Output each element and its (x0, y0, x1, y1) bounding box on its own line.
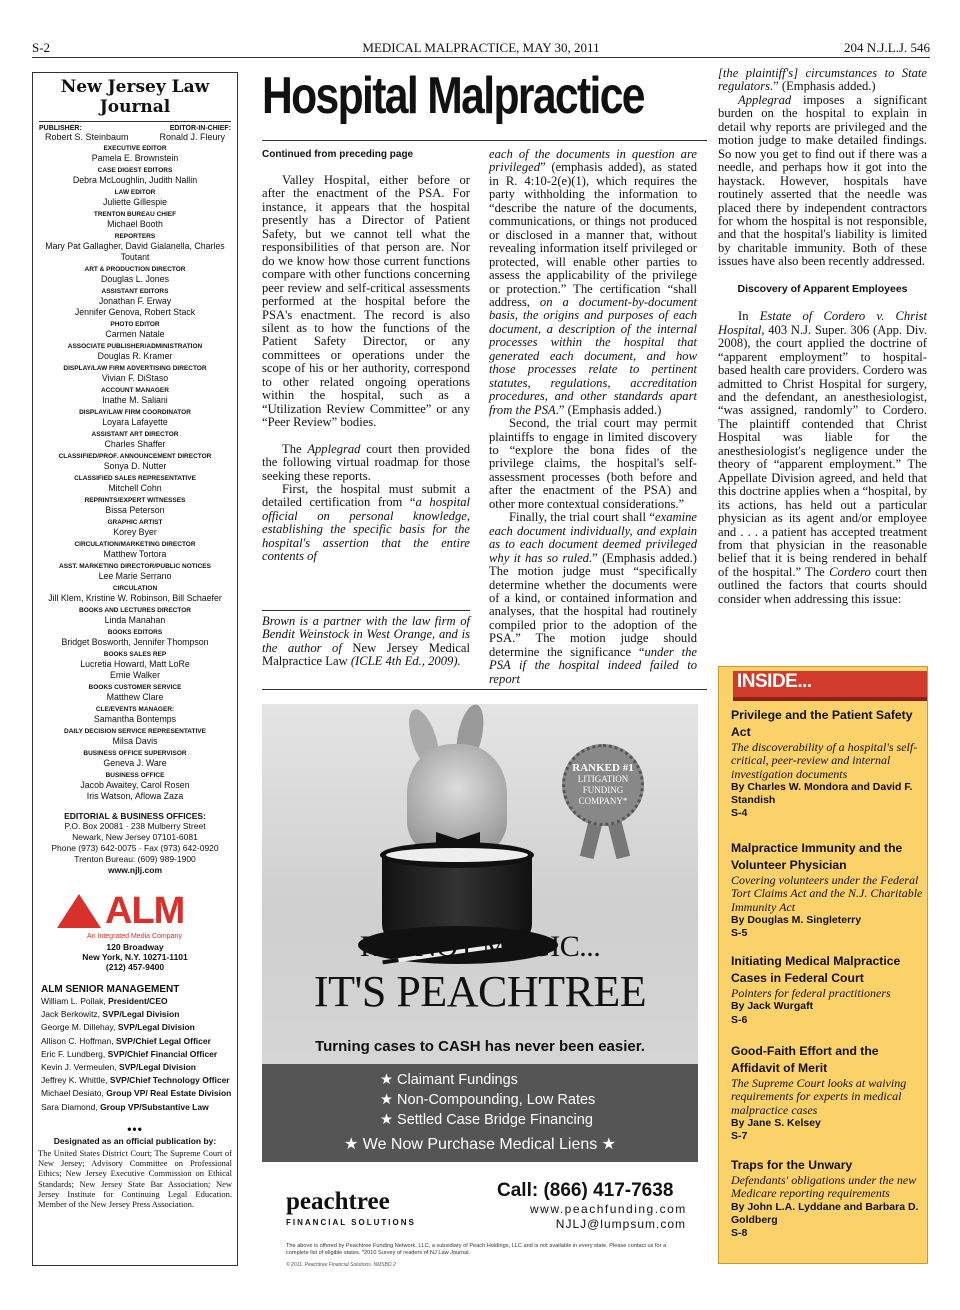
item-title: Good-Faith Effort and the Affidavit of Merit (731, 1044, 879, 1075)
senior-manager: Eric F. Lundberg, SVP/Chief Financial Officer (41, 1048, 218, 1059)
staff-role: CIRCULATION (112, 585, 158, 592)
staff-role: CIRCULATION/MARKETING DIRECTOR (74, 541, 196, 548)
paragraph: Valley Hospital, either before or after the enactment of the PSA. For instance, it appears that the hospital presently has a Director of Patient Safety, but we cannot tell what the responsibilities of that person are. Nor do we know how those current functions compare with other functions concerning peer review and self-critical assessments performed at the hospital before the PSA's enactment. The record is also silent as to how the functions of the Patient Safety Director, or any committees or operations under the scope of his or her authority, correspond to other related ongoing operations within the hospital, such as a “Utilization Review Committee” or any “Peer Review” bodies. (262, 173, 470, 430)
paragraph: Second, the trial court may permit plaintiffs to engage in limited discovery to “explore the bona fides of the privilege claims, the hospital's self-assessment processes (both before and after the enactment of the PSA) and other more contextual considerations.” (489, 416, 697, 511)
section-date: MEDICAL MALPRACTICE, MAY 30, 2011 (362, 40, 600, 55)
ad-website[interactable]: www.peachfunding.com (530, 1202, 687, 1216)
editor-name: Ronald J. Fleury (159, 132, 225, 142)
item-desc: The Supreme Court looks at waiving requirements for experts in medical malpractice cases (731, 1076, 907, 1117)
ad-tagline: Turning cases to CASH has never been easier. (315, 1038, 645, 1055)
ad-phone: Call: (866) 417-7638 (497, 1180, 674, 1201)
page-number: S-2 (32, 40, 51, 55)
staff-name: Mitchell Cohn (108, 483, 162, 493)
inside-item[interactable] (731, 840, 923, 940)
staff-role: ACCOUNT MANAGER (101, 387, 169, 394)
staff-name: Jennifer Genova, Robert Stack (74, 307, 196, 317)
office-line[interactable]: www.njlj.com (108, 865, 162, 875)
title-rule (262, 140, 707, 141)
item-page: S-8 (731, 1227, 748, 1240)
page-header (32, 40, 930, 58)
staff-name: Lucretia Howard, Matt LoRe (80, 659, 190, 669)
item-author: By Charles W. Mondora and David F. Standish (731, 780, 913, 807)
office-line: Newark, New Jersey 07101-6081 (72, 832, 198, 842)
editor-label: EDITOR-IN-CHIEF: (169, 125, 231, 132)
item-desc: Pointers for federal practitioners (731, 986, 891, 1000)
ribbon-tail-icon (608, 821, 630, 859)
publisher-labels (33, 125, 237, 132)
item-page: S-6 (731, 1013, 748, 1026)
ad-fine-print: The above is offered by Peachtree Funding Network, LLC, a subsidiary of Peach Holdings, LLC and is not available in every state. Please contact us for a complete list of eligible states. *2010 Survey of readers of NJ Law Journal. (286, 1243, 667, 1256)
alm-logo (33, 886, 237, 942)
staff-role: ASSOCIATE PUBLISHER/ADMINISTRATION (67, 343, 203, 350)
hat-rim-icon (380, 842, 534, 868)
staff-name: Linda Manahan (104, 615, 166, 625)
staff-name: Douglas L. Jones (101, 274, 169, 284)
senior-manager: George M. Dillehay, SVP/Legal Division (41, 1022, 195, 1033)
item-desc: Covering volunteers under the Federal Tort Claims Act and the N.J. Charitable Immunity Act (731, 873, 923, 914)
staff-role: PHOTO EDITOR (110, 321, 160, 328)
staff-role: CLASSIFIED SALES REPRESENTATIVE (74, 475, 196, 482)
ad-rule (262, 689, 707, 690)
staff-name: Charles Shaffer (104, 439, 166, 449)
staff-name: Milsa Davis (112, 736, 158, 746)
ribbon-tail-icon (580, 821, 602, 859)
paragraph: Finally, the trial court shall “examine each document individually, and explain as to each document deemed privileged why it has so ruled.” (Emphasis added.) The motion judge must “specifically determine whether the documents were of a kind, or contained information and analyses, that the hospital had routinely compiled prior to the adoption of the PSA.” The motion judge should determine the significance “under the PSA if the hospital indeed failed to report (489, 510, 697, 686)
staff-name: Lee Marie Serrano (98, 571, 172, 581)
staff-role: GRAPHIC ARTIST (107, 519, 163, 526)
inside-heading: INSIDE... (733, 671, 927, 697)
ad-feature-bar (262, 1064, 698, 1162)
staff-role: DISPLAY/LAW FIRM COORDINATOR (79, 409, 191, 416)
subheading: Discovery of Apparent Employees (737, 282, 908, 295)
staff-name: Carmen Natale (105, 329, 165, 339)
staff-role: BOOKS CUSTOMER SERVICE (88, 684, 182, 691)
alm-address-line: (212) 457-9400 (105, 962, 165, 972)
item-desc: Defendants' obligations under the new Medicare reporting requirements (731, 1173, 917, 1201)
staff-name: Matthew Tortora (103, 549, 167, 559)
item-title: Traps for the Unwary (731, 1158, 853, 1172)
publisher-names (33, 132, 237, 142)
article-column-2 (489, 148, 697, 686)
staff-role: CLASSIFIED/PROF. ANNOUNCEMENT DIRECTOR (58, 453, 212, 460)
staff-role: EXECUTIVE EDITOR (103, 145, 167, 152)
item-title: Malpractice Immunity and the Volunteer Physician (731, 841, 903, 872)
ad-copyright: © 2011. Peachtree Financial Solutions. NMSBD 2 (286, 1262, 396, 1268)
paragraph: In Estate of Cordero v. Christ Hospital, 403 N.J. Super. 306 (App. Div. 2008), the court applied the doctrine of “apparent employment” to hospital-based health care providers. Cordero was admitted to Christ Hospital for surgery, and the defendant, an anesthesiologist, “was assigned, randomly” to Cordero. The plaintiff contended that Christ Hospital was liable for the anesthesiologist's negligence under the theory of “apparent employment.” The Appellate Division agreed, and held that this doctrine applies when a “hospital, by its actions, has held out a particular physician as its agent and/or employee and . . . a patient has accepted treatment from that physician in the reasonable belief that it is being rendered in behalf of the hospital.” The Cordero court then outlined the factors that courts should consider when addressing this issue: (718, 309, 927, 606)
staff-role: BUSINESS OFFICE (105, 772, 165, 779)
alm-triangle-icon (57, 894, 101, 928)
item-page: S-5 (731, 927, 748, 940)
masthead (32, 72, 238, 1266)
feature-item: ★ Claimant Fundings (380, 1072, 518, 1088)
office-line: Phone (973) 642-0075 · Fax (973) 642-0920 (51, 843, 219, 853)
staff-role: ART & PRODUCTION DIRECTOR (84, 266, 186, 273)
inside-item[interactable] (731, 1043, 923, 1143)
staff-name: Samantha Bontemps (93, 714, 177, 724)
peachtree-logo-sub: FINANCIAL SOLUTIONS (286, 1218, 416, 1227)
senior-management-list (33, 995, 237, 1114)
publisher-name: Robert S. Steinbaum (45, 132, 129, 142)
staff-name: Inathe M. Saliani (102, 395, 168, 405)
staff-role: ASSISTANT ART DIRECTOR (91, 431, 179, 438)
paragraph: First, the hospital must submit a detailed certification from “a hospital official on personal knowledge, establishing the specific basis for the hospital's assertion that the entire contents of (262, 481, 470, 564)
alm-address-line: 120 Broadway (106, 942, 164, 952)
staff-name: Korey Byer (113, 527, 157, 537)
staff-name: Pamela E. Brownstein (91, 153, 179, 163)
staff-name: Jill Klem, Kristine W. Robinson, Bill Schaefer (48, 593, 222, 603)
citation: 204 N.J.L.J. 546 (844, 40, 930, 55)
office-line: P.O. Box 20081 · 238 Mulberry Street (64, 821, 206, 831)
rabbit-icon (407, 744, 507, 854)
inside-item[interactable] (731, 1157, 923, 1240)
staff-name: Bridget Bosworth, Jennifer Thompson (61, 637, 209, 647)
senior-manager: Jeffrey K. Whittle, SVP/Chief Technology Officer (41, 1075, 230, 1086)
staff-name: Ernie Walker (109, 670, 161, 680)
feature-item: ★ Settled Case Bridge Financing (380, 1112, 593, 1128)
author-bio: Brown is a partner with the law firm of Bendit Weinstock in West Orange, and is the author of New Jersey Medical Malpractice Law (ICLE 4th Ed., 2009). (262, 614, 471, 669)
office-line: Trenton Bureau: (609) 989-1900 (74, 854, 196, 864)
staff-name: Mary Pat Gallagher, David Gialanella, Charles Toutant (45, 241, 225, 262)
item-desc: The discoverability of a hospital's self-critical, peer-review and internal investigation documents (731, 740, 918, 781)
alm-address (33, 942, 237, 972)
ad-headline-1: IT'S NOT MAGIC... (359, 930, 601, 963)
item-author: By Jack Wurgaft (731, 1000, 814, 1013)
staff-name: Matthew Clare (106, 692, 164, 702)
staff-role: DISPLAY/LAW FIRM ADVERTISING DIRECTOR (63, 365, 207, 372)
item-title: Privilege and the Patient Safety Act (731, 708, 913, 739)
ad-headline-2: IT'S PEACHTREE (313, 967, 647, 1016)
article-column-1 (262, 174, 470, 564)
paragraph: The Applegrad court then provided the following virtual roadmap for those seeking these reports. (262, 441, 470, 483)
staff-role: ASSISTANT EDITORS (101, 288, 169, 295)
staff-name: Loyara Lafayette (102, 417, 168, 427)
staff-role: CASE DIGEST EDITORS (97, 167, 173, 174)
senior-management-title: ALM SENIOR MANAGEMENT (41, 984, 180, 995)
item-author: By John L.A. Lyddane and Barbara D. Goldberg (731, 1200, 919, 1226)
staff-role: BUSINESS OFFICE SUPERVISOR (83, 750, 187, 757)
alm-tagline: An Integrated Media Company (87, 933, 182, 940)
staff-name: Geneva J. Ware (103, 758, 167, 768)
designated-title: Designated as an official publication by: (53, 1135, 217, 1146)
paragraph: [the plaintiff's] circumstances to State regulators.” (Emphasis added.) (718, 66, 927, 94)
senior-manager: Allison C. Hoffman, SVP/Chief Legal Officer (41, 1035, 211, 1046)
designated-text: The United States District Court; The Supreme Court of New Jersey; Advisory Committee on Professional Ethics; New Jersey Executive Commission on Ethical Standards; New Jersey State Bar Association; New Jersey Institute for Continuing Legal Education. Member of the New Jersey Press Association. (38, 1147, 232, 1210)
peachtree-logo: peachtree (286, 1188, 390, 1215)
staff-role: ASST. MARKETING DIRECTOR/PUBLIC NOTICES (59, 563, 211, 570)
feature-item: ★ Non-Compounding, Low Rates (380, 1092, 596, 1108)
staff-role: DAILY DECISION SERVICE REPRESENTATIVE (64, 728, 206, 735)
staff-name: Michael Booth (107, 219, 163, 229)
staff-role: BOOKS SALES REP (103, 651, 167, 658)
offices-title: EDITORIAL & BUSINESS OFFICES: (64, 811, 206, 821)
staff-name: Douglas R. Kramer (97, 351, 173, 361)
publisher-label: PUBLISHER: (39, 125, 82, 132)
staff-list (33, 145, 237, 802)
staff-name: Debra McLoughlin, Judith Nallin (72, 175, 198, 185)
staff-name: Juliette Gillespie (102, 197, 168, 207)
item-title: Initiating Medical Malpractice Cases in Federal Court (731, 954, 901, 985)
staff-role: LAW EDITOR (114, 189, 156, 196)
staff-role: TRENTON BUREAU CHIEF (93, 211, 177, 218)
senior-manager: Michael Desiato, Group VP/ Real Estate Division (41, 1088, 232, 1099)
peachtree-ad[interactable] (262, 704, 698, 1162)
staff-role: CLE/EVENTS MANAGER: (95, 706, 175, 713)
item-page: S-4 (731, 807, 748, 820)
ranked-badge: RANKED #1 LITIGATION FUNDING COMPANY* (562, 744, 644, 826)
staff-name: Jonathan F. Erway (98, 296, 172, 306)
staff-name: Sonya D. Nutter (103, 461, 167, 471)
divider-dots: ••• (127, 1121, 143, 1136)
senior-manager: Kevin J. Vermeulen, SVP/Legal Division (41, 1062, 196, 1073)
bio-rule (262, 610, 470, 611)
staff-name: Jacob Awaitey, Carol Rosen (80, 780, 190, 790)
ad-email[interactable]: NJLJ@lumpsum.com (555, 1217, 686, 1231)
offices-list (33, 821, 237, 876)
alm-name: ALM (105, 890, 185, 932)
senior-manager: Jack Berkowitz, SVP/Legal Division (41, 1009, 180, 1020)
staff-name: Iris Watson, Aflowa Zaza (86, 791, 184, 801)
paragraph: Applegrad imposes a significant burden on the hospital to explain in detail why reports are privileged and the motion judge to make detailed findings. So now you get to find out if there was a needle, and perhaps how it got into the haystack. However, hospitals have routinely asserted that the needle was placed there by independent contractors for whom the hospital is not responsible, and that the hospital's liability is limited by charitable immunity. Both of these issues have also been recently addressed. (718, 92, 927, 269)
article-column-3 (718, 67, 927, 606)
article-title: Hospital Malpractice (262, 67, 644, 125)
staff-role: REPRINTS/EXPERT WITNESSES (84, 497, 186, 504)
item-author: By Douglas M. Singleterry (731, 913, 862, 926)
staff-role: REPORTERS (114, 233, 156, 240)
senior-manager: William L. Pollak, President/CEO (41, 996, 168, 1006)
senior-manager: Sara Diamond, Group VP/Substantive Law (41, 1101, 209, 1112)
continued-note: Continued from preceding page (262, 149, 414, 160)
liens-line: ★ We Now Purchase Medical Liens ★ (343, 1136, 617, 1153)
alm-address-line: New York, N.Y. 10271-1101 (82, 952, 188, 962)
inside-item[interactable] (731, 707, 923, 821)
staff-role: BOOKS AND LECTURES DIRECTOR (79, 607, 191, 614)
staff-name: Bissa Peterson (105, 505, 165, 515)
inside-item[interactable] (731, 953, 923, 1027)
masthead-logo: New Jersey Law Journal (39, 73, 231, 122)
paragraph: each of the documents in question are privileged” (emphasis added), as stated in R. 4:10-2(e)(1), which requires the party withholding the information to “describe the nature of the documents, communications, or things not produced or disclosed in a manner that, without revealing information itself privileged or protected, will enable other parties to assess the applicability of the privilege or protection.” The certification “shall address, on a document-by-document basis, the origins and purposes of each document, a description of the internal processes within the hospital that generated each document, and how those processes relate to pertinent statutes, regulations, accreditation procedures, and other standards apart from the PSA.” (Emphasis added.) (489, 147, 697, 417)
staff-role: BOOKS EDITORS (107, 629, 163, 636)
staff-name: Vivian F. DiStaso (101, 373, 169, 383)
inside-box (718, 666, 928, 1264)
item-author: By Jane S. Kelsey (731, 1116, 821, 1129)
item-page: S-7 (731, 1130, 748, 1143)
